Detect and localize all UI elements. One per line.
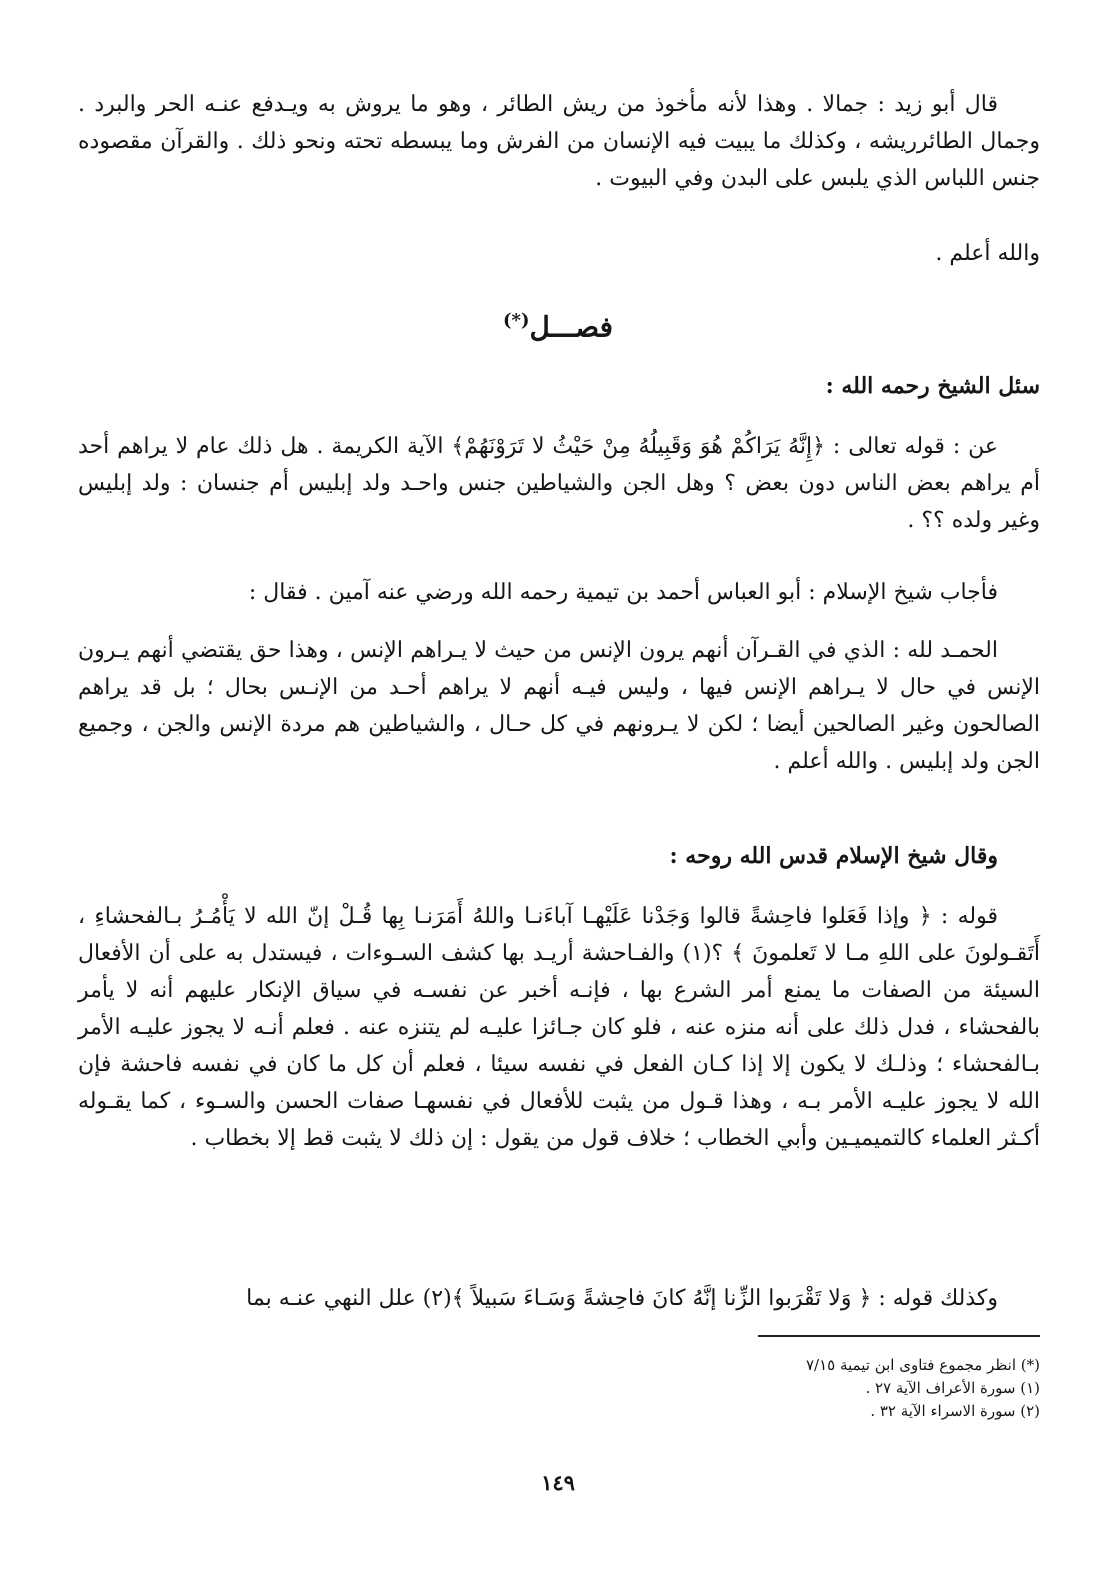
section-heading	[0, 310, 1116, 343]
answer-text: الحمـد لله : الذي في القـرآن أنهم يرون الإنس من حيث لا يـراهم الإنس ، وهذا حق يقتضي أنهم يـرون الإنس في حال لا يـراهم الإنس فيها ، وليس فيـه أنهم لا يراهم أحـد من الإنـس بحال ؛ بل قد يراهم الصالحون وغير الصالحين أيضا ؛ لكن لا يـرونهم في كل حـال ، والشياطين هم مردة الإنس والجن ، وجميع الجن ولد إبليس . والله أعلم .	[78, 638, 1040, 774]
opening-paragraph: قال أبو زيد : جمالا . وهذا لأنه مأخوذ من ريش الطائر ، وهو ما يروش به ويـدفع عنـه الحر والبرد . وجمال الطائرريشه ، وكذلك ما يبيت فيه الإنسان من الفرش وما يبسطه تحته ونحو ذلك . والقرآن مقصوده جنس اللباس الذي يلبس على البدن وفي البيوت .	[78, 92, 1040, 191]
section-title: فصـــل	[529, 310, 613, 344]
page-number: ١٤٩	[541, 1470, 575, 1495]
question-intro: سئل الشيخ رحمه الله :	[825, 373, 1040, 399]
second-section-text: قوله : ﴿ وإذا فَعَلوا فاحِشةً قالوا وَجَدْنا عَلَيْهـا آباءَنـا واللهُ أَمَرَنـا بِها قُـلْ إنّ الله لا يَأْمُـرُ بـالفحشاءِ ، أَتَقـولونَ على اللهِ مـا لا تَعلمونَ ﴾ ؟(١) والفـاحشة أريـد بها كشف السـوءات ، فيستدل به على أن الأفعال السيئة من الصفات ما يمنع أمر الشرع بها ، فإنـه أخبر عن نفسـه في سياق الإنكار عليهم أنه لا يأمر بالفحشاء ، فدل ذلك على أنه منزه عنه ، فلو كان جـائزا عليـه لم يتنزه عنه . فعلم أنـه لا يجوز عليـه الأمر بـالفحشاء ؛ وذلـك لا يكون إلا إذا كـان الفعل في نفسه سيئا ، فعلم أن كل ما كان في نفسه فاحشة فإن الله لا يجوز عليـه الأمر بـه ، وهذا قـول من يثبت للأفعال في نفسهـا صفات الحسن والسـوء ، كما يقـوله أكـثر العلماء كالتميميـين وأبي الخطاب ؛ خلاف قول من يقول : إن ذلك لا يثبت قط إلا بخطاب .	[78, 904, 1041, 1151]
footnote-separator	[758, 1335, 1040, 1337]
second-section-intro: وقال شيخ الإسلام قدس الله روحه :	[669, 843, 998, 869]
question-text: عن : قوله تعالى : ﴿إِنَّهُ يَرَاكُمْ هُوَ وَقَبِيلُهُ مِنْ حَيْثُ لا تَرَوْنَهُمْ﴾ الآية الكريمة . هل ذلك عام لا يراهم أحد أم يراهم بعض الناس دون بعض ؟ وهل الجن والشياطين جنس واحـد ولد إبليس أم جنسان : ولد إبليس وغير ولده ؟؟ .	[78, 434, 1040, 533]
footnote-item: (١) سورة الأعراف الآية ٢٧ .	[865, 1379, 1040, 1397]
answer-intro: فأجاب شيخ الإسلام : أبو العباس أحمد بن تيمية رحمه الله ورضي عنه آمين . فقال :	[248, 580, 998, 605]
footnote-item: (*) انظر مجموع فتاوى ابن تيمية ٧/١٥	[805, 1356, 1040, 1374]
footnotes	[440, 1354, 1040, 1423]
closing-phrase: والله أعلم .	[935, 241, 1040, 266]
section-footnote-mark: (*)	[503, 310, 530, 331]
footnote-item: (٢) سورة الاسراء الآية ٣٢ .	[870, 1402, 1040, 1420]
continuation-line: وكذلك قوله : ﴿ وَلا تَقْرَبوا الزِّنا إنَّهُ كانَ فاحِشةً وَسَـاءَ سَبيلاً ﴾(٢) علل النهي عنـه بما	[246, 1286, 998, 1311]
